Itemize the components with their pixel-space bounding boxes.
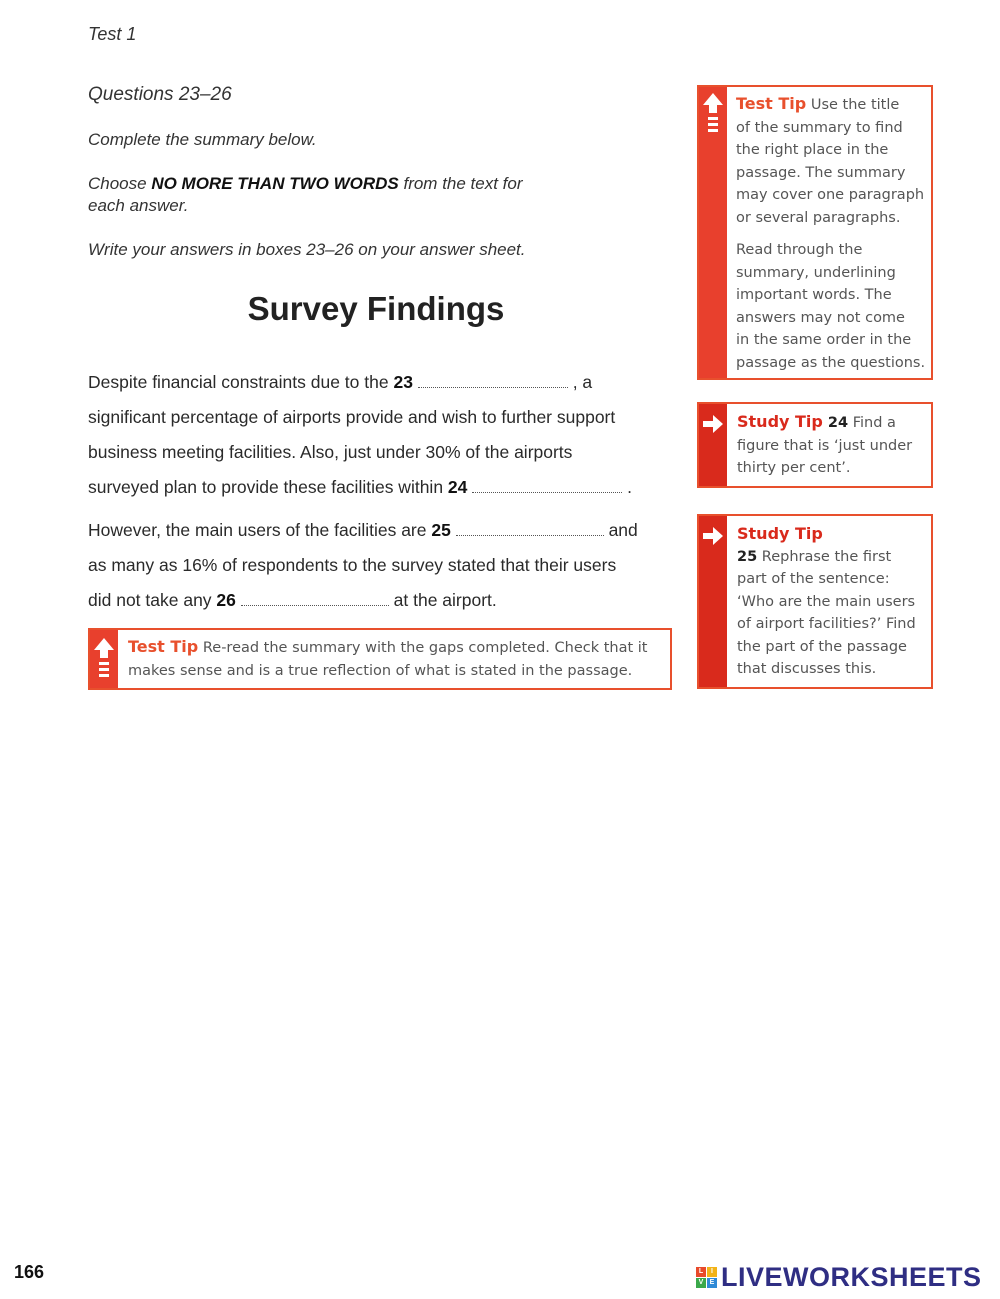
summary-title: Survey Findings	[247, 290, 505, 327]
study-tip-bar	[699, 404, 727, 486]
test-tip-bar	[699, 87, 727, 378]
study-tip-25	[697, 514, 933, 689]
study-tip-24-text: Study Tip 24 Find a figure that is ‘just under thirty per cent’.	[737, 412, 913, 476]
instruction-answer-sheet: Write your answers in boxes 23–26 on your answer sheet.	[88, 240, 526, 259]
logo-mark-icon: L I V E	[696, 1267, 717, 1288]
side-test-tip-text: Test Tip Use the title of the summary to find the right place in the passage. The summary may cover one paragraph or several paragraphs. Read through the summary, underlining important words. The answers may not come in the same order in the passage as the questions.	[736, 94, 926, 371]
instruction-complete: Complete the summary below.	[88, 130, 317, 149]
arrow-right-icon	[701, 524, 725, 548]
answer-gap-25[interactable]	[456, 521, 604, 536]
answer-gap-24[interactable]	[472, 478, 622, 493]
arrow-right-icon	[701, 412, 725, 436]
study-tip-24	[697, 402, 933, 488]
page-number: 166	[14, 1262, 45, 1282]
answer-gap-26[interactable]	[241, 591, 389, 606]
test-label: Test 1	[88, 24, 137, 44]
brand-name: LIVEWORKSHEETS	[721, 1262, 982, 1292]
instruction-word-limit: Choose NO MORE THAN TWO WORDS from the text for each answer.	[88, 174, 523, 215]
answer-gap-23[interactable]	[418, 373, 568, 388]
study-tip-25-text: Study Tip 25 Rephrase the first part of the sentence: ‘Who are the main users of airport facilities?’ Find the part of the passage that discusses this.	[737, 524, 916, 677]
liveworksheets-logo[interactable]	[696, 1262, 982, 1293]
side-test-tip	[697, 85, 933, 380]
bottom-test-tip	[88, 628, 672, 690]
study-tip-bar	[699, 516, 727, 687]
summary-paragraph-1: Despite financial constraints due to the 23 , a significant percentage of airports provide and wish to further support business meeting facilities. Also, just under 30% of the airports surveyed plan to provide these facilities within 24 .	[88, 372, 633, 497]
bottom-tip-text: Test Tip Re-read the summary with the gaps completed. Check that it makes sense and is a true reflection of what is stated in the passage.	[128, 637, 648, 679]
arrow-up-icon	[702, 91, 724, 141]
test-tip-bar	[90, 630, 118, 688]
summary-paragraph-2: However, the main users of the facilities are 25 and as many as 16% of respondents to the survey stated that their users did not take any 26 at the airport.	[88, 520, 638, 610]
questions-heading: Questions 23–26	[88, 84, 232, 105]
arrow-up-icon	[93, 636, 115, 686]
